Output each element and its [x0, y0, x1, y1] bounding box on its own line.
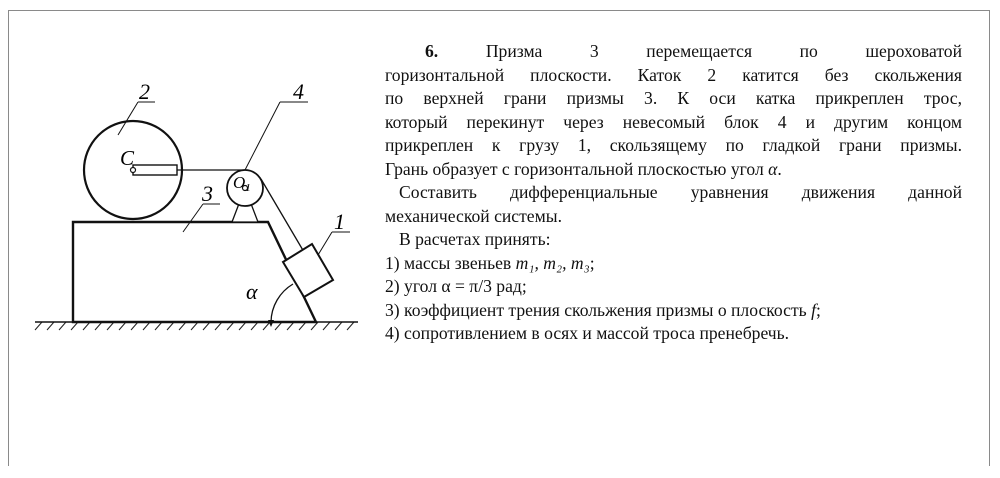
given-item-3: [385, 299, 962, 323]
label-center-c: C: [120, 146, 135, 170]
label-body-3: 3: [202, 181, 213, 206]
problem-line-5: прикреплен к грузу 1, скользящему по гладкой грани призмы.: [385, 135, 962, 155]
problem-line-6-pre: Грань образует с горизонтальной плоскостью угол: [385, 158, 769, 179]
given-item-3-pre: 3) коэффициент трения скольжения призмы о плоскость: [385, 299, 812, 320]
given-item-1-post: ;: [589, 252, 595, 273]
label-center-o-sub: 1: [245, 182, 251, 194]
label-body-1: 1: [334, 209, 345, 234]
mechanism-svg: [20, 60, 380, 350]
problem-number: 6.: [425, 41, 439, 61]
given-item-1-pre: 1) массы звеньев: [385, 252, 516, 273]
angle-arc: [271, 284, 293, 322]
task-line-2: механической системы.: [385, 205, 562, 226]
given-item-1: [385, 252, 962, 276]
given-item-4: 4) сопротивлением в осях и массой троса пренебречь.: [385, 323, 790, 343]
problem-text: [385, 40, 962, 346]
problem-line-6: [385, 158, 962, 182]
problem-line-3: по верхней грани призмы 3. К оси катка прикреплен трос,: [385, 88, 962, 108]
problem-line-2: горизонтальной плоскости. Каток 2 катится без скольжения: [385, 64, 962, 85]
problem-line-1-text: Призма 3 перемещается по шероховатой: [485, 41, 962, 61]
given-item-2: 2) угол α = π/3 рад;: [385, 276, 527, 296]
problem-line-4: который перекинут через невесомый блок 4 и другим концом: [385, 111, 962, 132]
label-body-2: 2: [139, 79, 150, 104]
problem-line-1: [385, 40, 962, 64]
label-center-o-main: O: [233, 173, 246, 192]
mechanism-diagram: [20, 60, 380, 350]
label-angle-alpha: α: [246, 279, 258, 304]
cable-incline: [261, 179, 304, 252]
task-line-1: Составить дифференциальные уравнения движения данной: [399, 182, 962, 202]
problem-line-6-alpha: α: [768, 158, 778, 179]
load-1: [283, 244, 333, 297]
problem-line-6-post: .: [777, 158, 782, 179]
given-item-3-post: ;: [815, 299, 821, 320]
given-item-1-vars: m₁, m₂, m₃: [515, 252, 590, 273]
given-header: В расчетах принять:: [399, 229, 551, 249]
given-item-3-var: f: [811, 299, 816, 320]
roller-axle: [133, 165, 177, 175]
prism-3: [73, 222, 316, 322]
label-body-4: 4: [293, 79, 304, 104]
